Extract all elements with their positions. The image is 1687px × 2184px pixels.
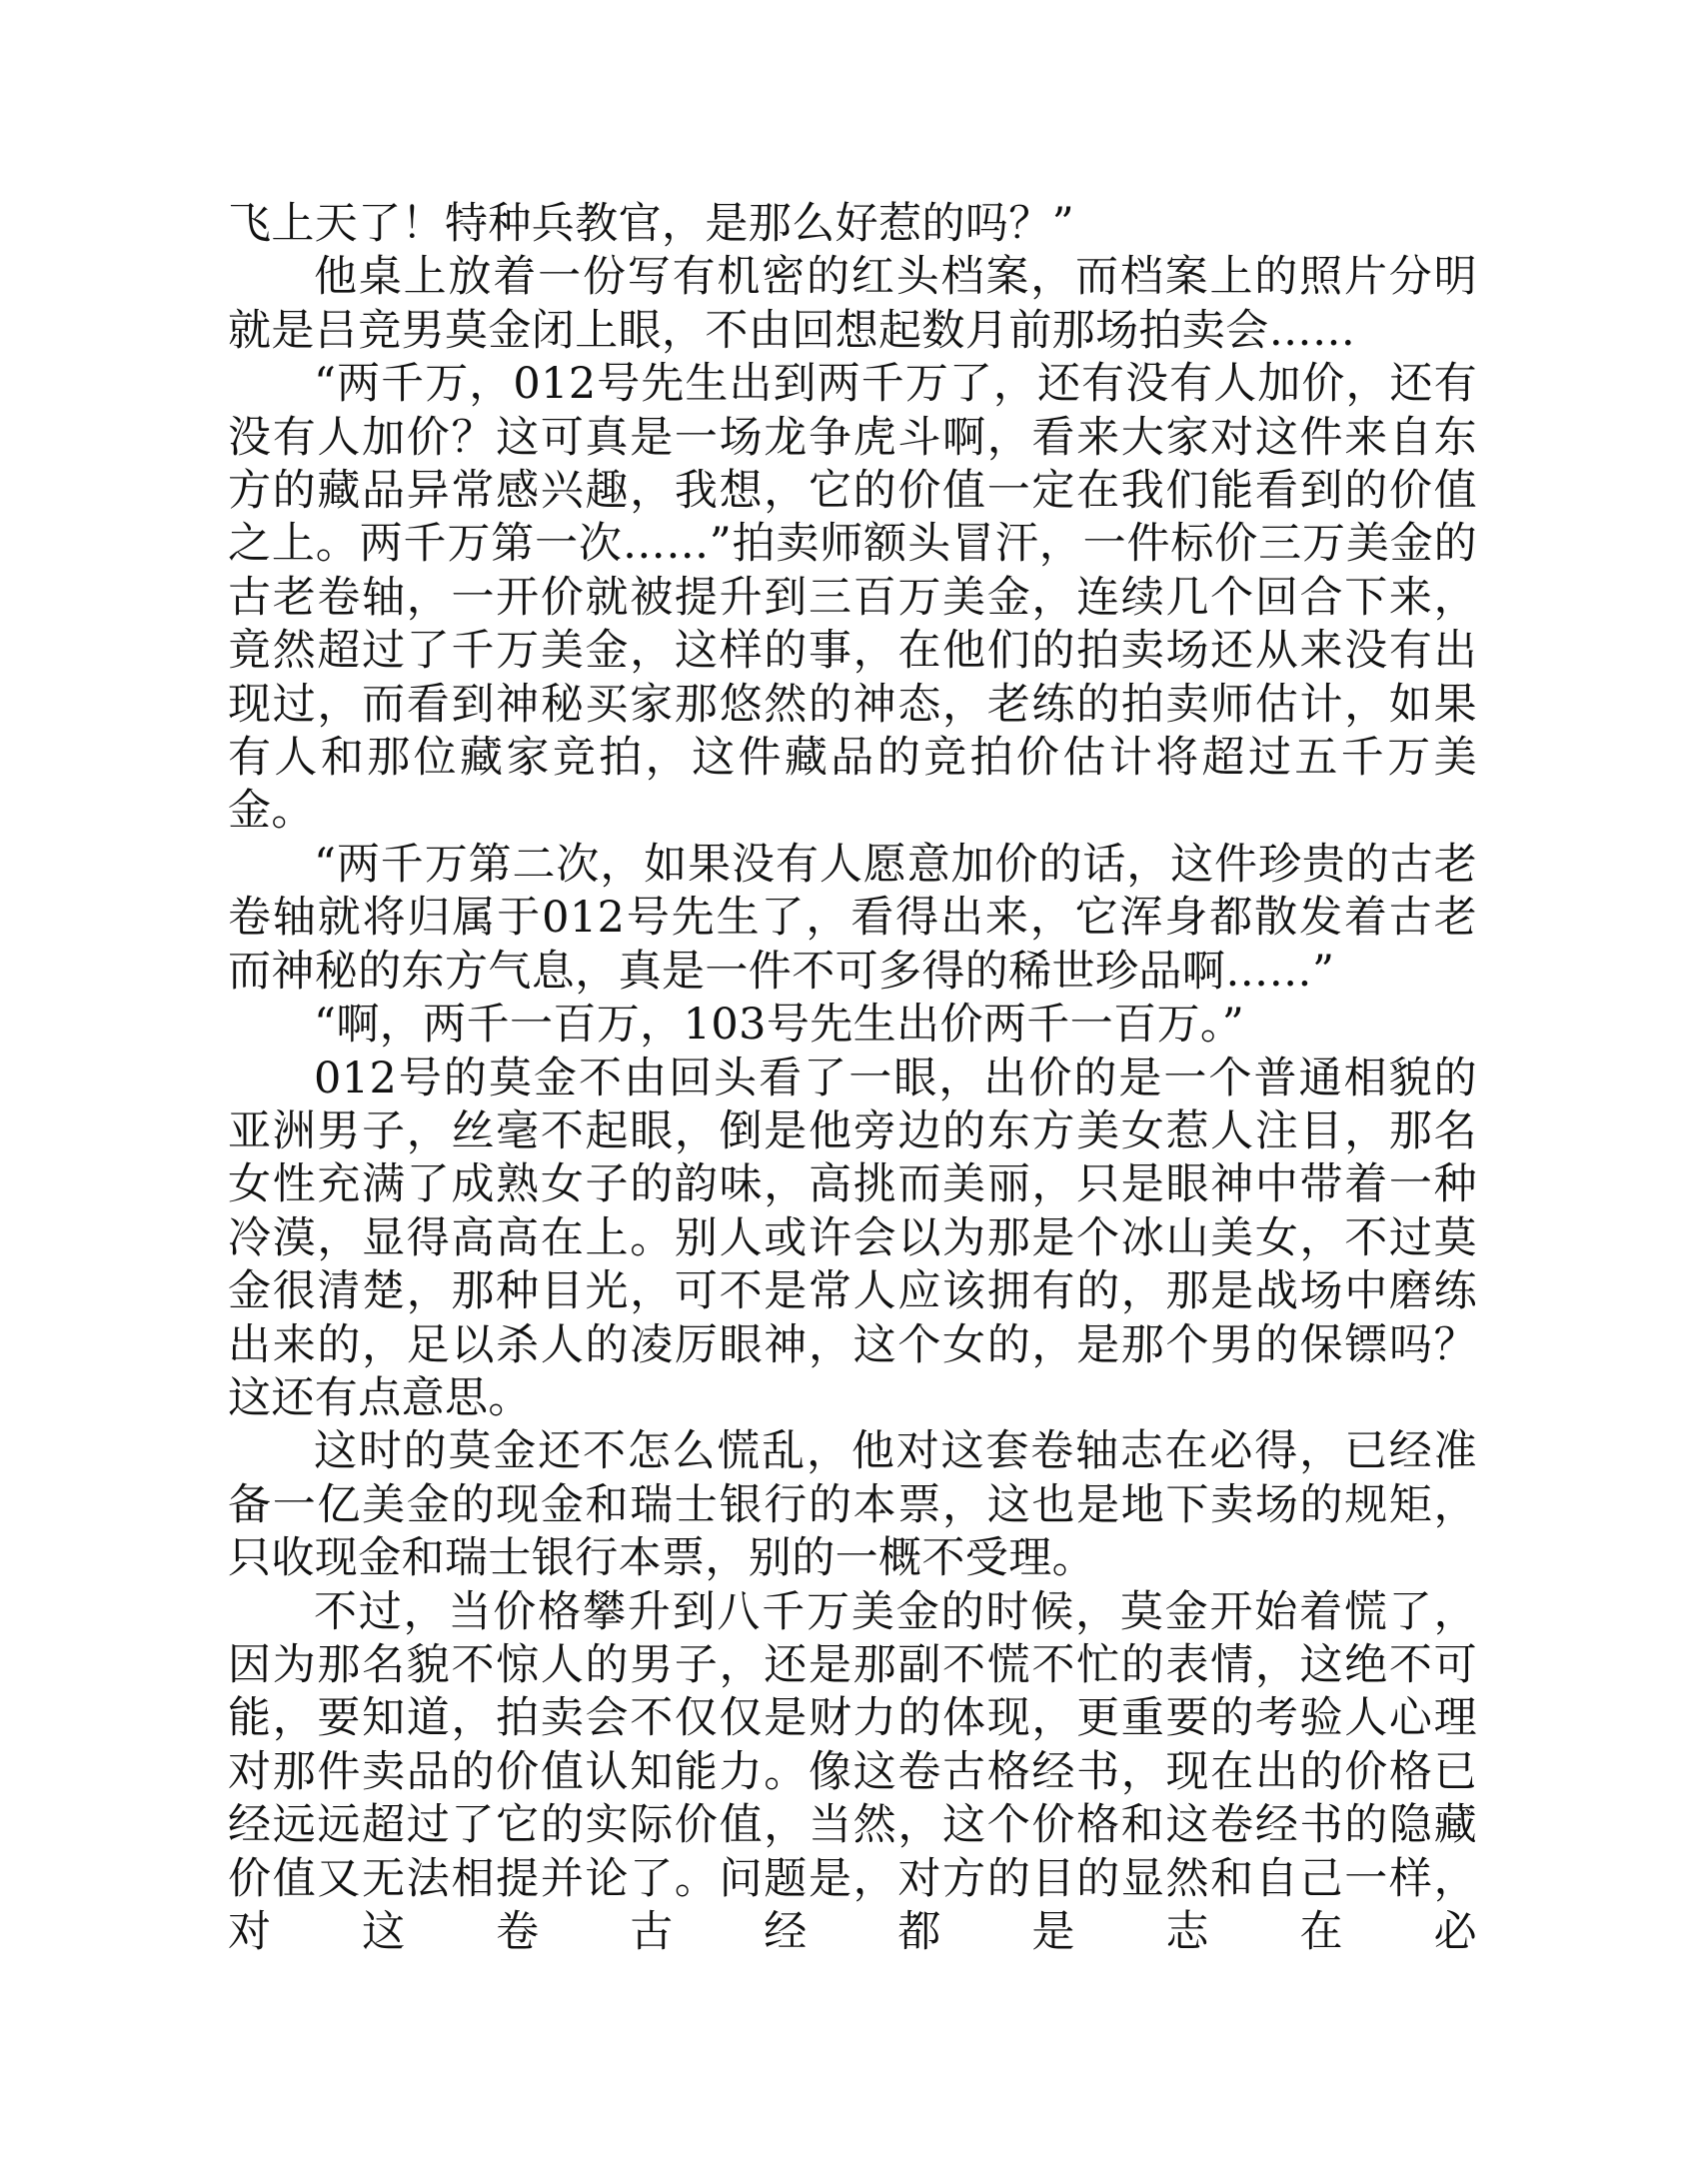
paragraph: “两千万第二次，如果没有人愿意加价的话，这件珍贵的古老卷轴就将归属于012号先生了，看得出来，它浑身都散发着古老而神秘的东方气息，真是一件不可多得的稀世珍品啊……” [228, 839, 1477, 997]
paragraph: “啊，两千一百万，103号先生出价两千一百万。” [314, 1000, 1245, 1051]
paragraph: 012号的莫金不由回头看了一眼，出价的是一个普通相貌的亚洲男子，丝毫不起眼，倒是他旁边的东方美女惹人注目，那名女性充满了成熟女子的韵味，高挑而美丽，只是眼神中带着一种冷漠，显得高高在上。别人或许会以为那是个冰山美女，不过莫金很清楚，那种目光，可不是常人应该拥有的，那是战场中磨练出来的，足以杀人的凌厉眼神，这个女的，是那个男的保镖吗？这还有点意思。 [228, 1053, 1477, 1423]
paragraph: 这时的莫金还不怎么慌乱，他对这套卷轴志在必得，已经准备一亿美金的现金和瑞士银行的本票，这也是地下卖场的规矩，只收现金和瑞士银行本票，别的一概不受理。 [228, 1426, 1477, 1584]
paragraph: “两千万，012号先生出到两千万了，还有没有人加价，还有没有人加价？这可真是一场龙争虎斗啊，看来大家对这件来自东方的藏品异常感兴趣，我想，它的价值一定在我们能看到的价值之上。两千万第一次……”拍卖师额头冒汗，一件标价三万美金的古老卷轴，一开价就被提升到三百万美金，连续几个回合下来，竟然超过了千万美金，这样的事，在他们的拍卖场还从来没有出现过，而看到神秘买家那悠然的神态，老练的拍卖师估计，如果有人和那位藏家竞拍，这件藏品的竞拍价估计将超过五千万美金。 [228, 359, 1477, 837]
paragraph: 他桌上放着一份写有机密的红头档案，而档案上的照片分明就是吕竞男莫金闭上眼，不由回想起数月前那场拍卖会…… [228, 252, 1477, 356]
body-text [228, 198, 1477, 1959]
paragraph: 飞上天了！特种兵教官，是那么好惹的吗？” [228, 199, 1074, 249]
paragraph: 不过，当价格攀升到八千万美金的时候，莫金开始着慌了，因为那名貌不惊人的男子，还是那副不慌不忙的表情，这绝不可能，要知道，拍卖会不仅仅是财力的体现，更重要的考验人心理对那件卖品的价值认知能力。像这卷古格经书，现在出的价格已经远远超过了它的实际价值，当然，这个价格和这卷经书的隐藏价值又无法相提并论了。问题是，对方的目的显然和自己一样，对这卷古经都是志在必 [228, 1586, 1477, 1957]
